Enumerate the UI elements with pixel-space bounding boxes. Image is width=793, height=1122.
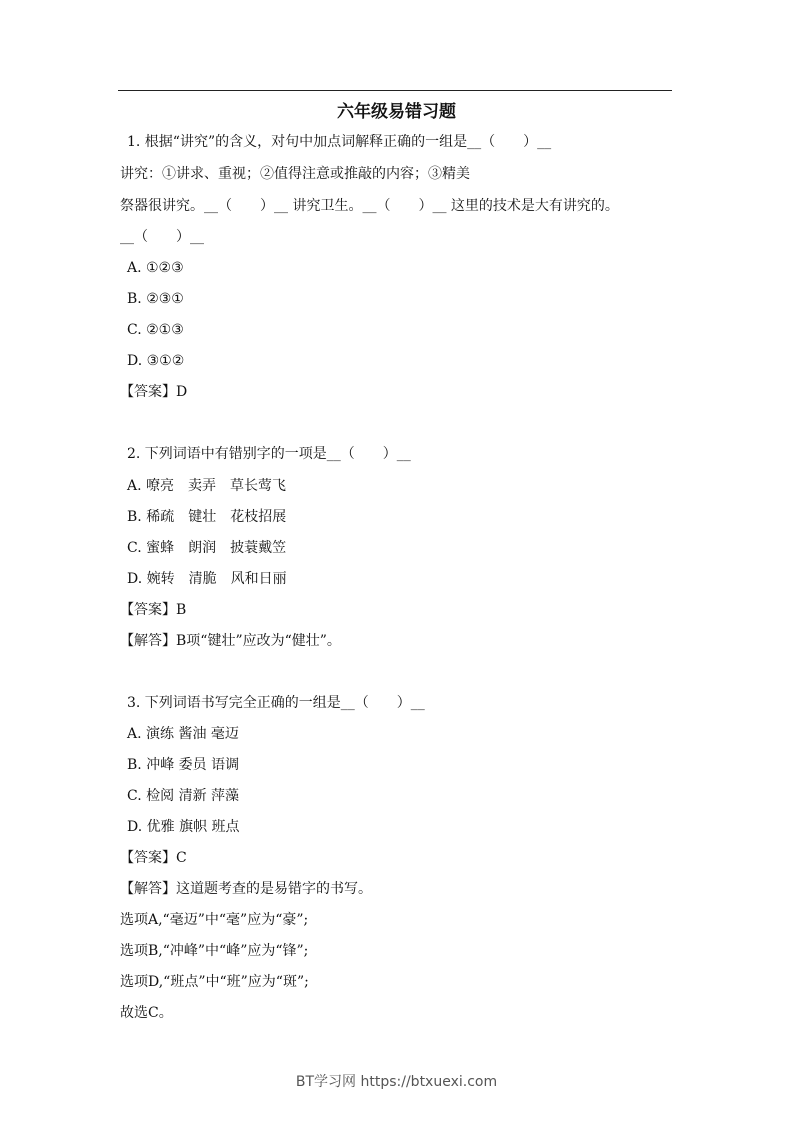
q3-detail-d: 选项D,“班点”中“班”应为“斑”;: [120, 974, 309, 990]
q3-option-c: C. 检阅 清新 萍藻: [127, 788, 240, 804]
q2-explanation: 【解答】B项“键壮”应改为“健壮”。: [120, 633, 341, 649]
q1-option-c: C. ②①③: [127, 322, 184, 338]
q1-meanings: 讲究：①讲求、重视；②值得注意或推敲的内容；③精美: [120, 166, 470, 182]
q3-detail-b: 选项B,“冲峰”中“峰”应为“锋”;: [120, 943, 309, 959]
q3-detail-a: 选项A,“毫迈”中“毫”应为“豪”;: [120, 912, 309, 928]
q3-option-a: A. 演练 酱油 毫迈: [127, 726, 239, 742]
q2-option-a: A. 嘹亮 卖弄 草长莺飞: [127, 478, 287, 494]
q3-option-d: D. 优雅 旗帜 班点: [127, 819, 240, 835]
page-title: 六年级易错习题: [337, 102, 456, 122]
q3-answer: 【答案】C: [120, 850, 187, 866]
q3-stem: 3. 下列词语书写完全正确的一组是__（ ）__: [127, 695, 425, 711]
q2-answer: 【答案】B: [120, 602, 187, 618]
q1-stem: 1. 根据“讲究”的含义，对句中加点词解释正确的一组是__（ ）__: [127, 134, 552, 150]
q1-blank: __（ ）__: [120, 229, 204, 245]
q2-option-c: C. 蜜蜂 朗润 披蓑戴笠: [127, 540, 287, 556]
q2-option-d: D. 婉转 清脆 风和日丽: [127, 571, 287, 587]
q1-option-d: D. ③①②: [127, 353, 185, 369]
footer-watermark[interactable]: BT学习网 https://btxuexi.com: [295, 1074, 498, 1090]
q1-answer: 【答案】D: [120, 384, 188, 400]
q1-sentences: 祭器很讲究。__（ ）__ 讲究卫生。__（ ）__ 这里的技术是大有讲究的。: [120, 198, 619, 214]
q1-option-a: A. ①②③: [127, 260, 184, 276]
q3-conclusion: 故选C。: [120, 1005, 173, 1021]
q2-stem: 2. 下列词语中有错别字的一项是__（ ）__: [127, 446, 411, 462]
q3-option-b: B. 冲峰 委员 语调: [127, 757, 240, 773]
header-rule: [118, 90, 672, 91]
q2-option-b: B. 稀疏 键壮 花枝招展: [127, 509, 287, 525]
q1-option-b: B. ②③①: [127, 291, 184, 307]
q3-explanation: 【解答】这道题考查的是易错字的书写。: [120, 881, 372, 897]
